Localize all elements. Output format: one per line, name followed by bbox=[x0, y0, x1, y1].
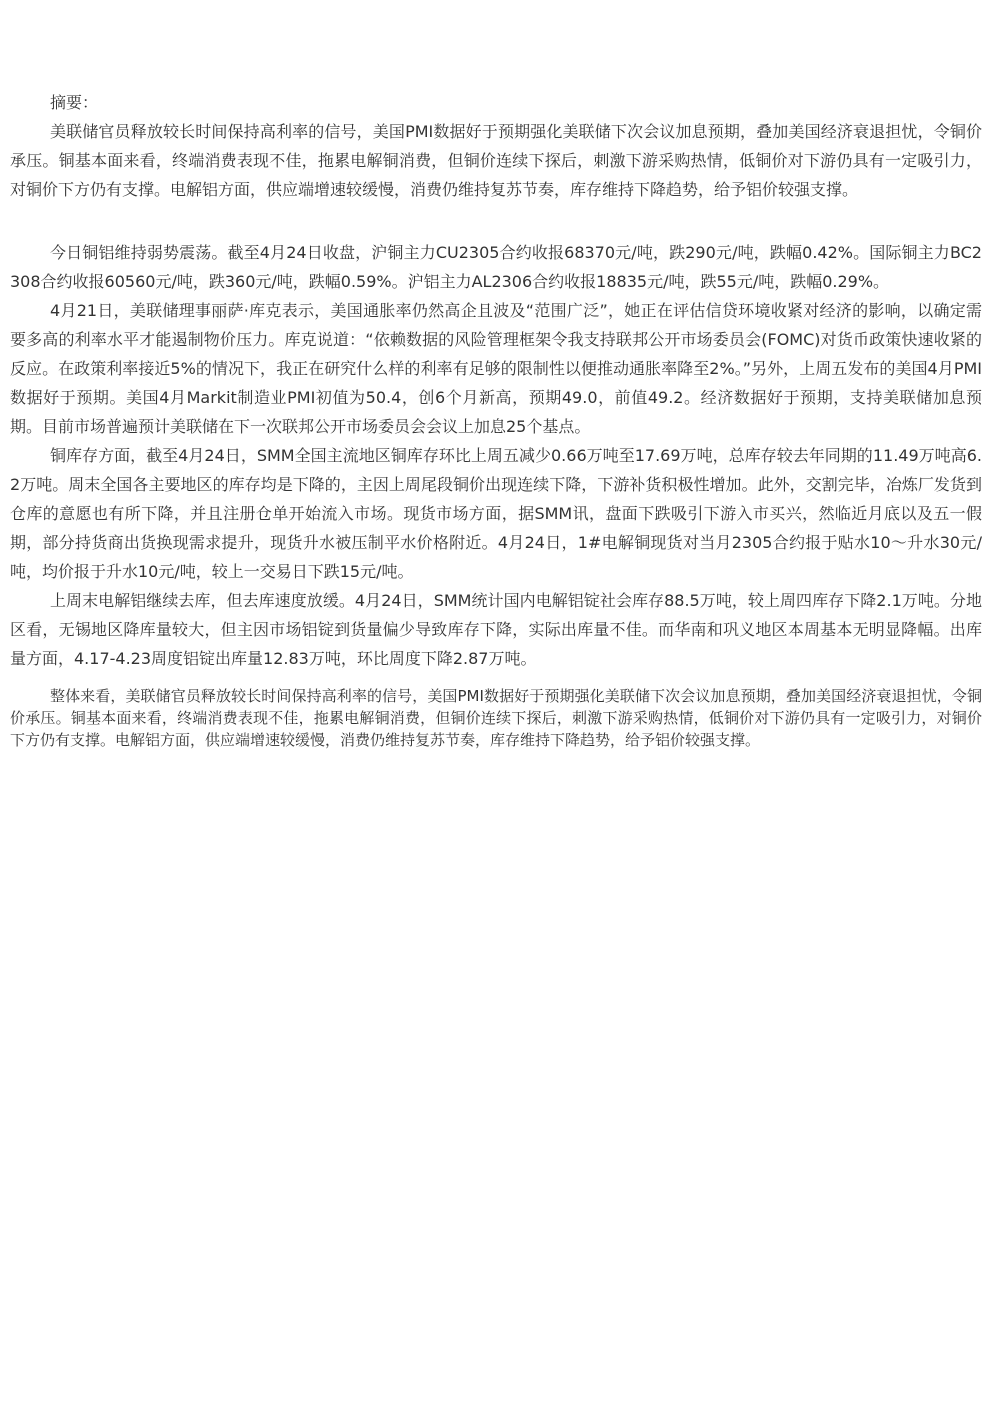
conclusion-paragraph: 整体来看，美联储官员释放较长时间保持高利率的信号，美国PMI数据好于预期强化美联储下次会议加息预期，叠加美国经济衰退担忧，令铜价承压。铜基本面来看，终端消费表现不佳，拖累电解铜消费，但铜价连续下探后，刺激下游采购热情，低铜价对下游仍具有一定吸引力，对铜价下方仍有支撑。电解铝方面，供应端增速较缓慢，消费仍维持复苏节奏，库存维持下降趋势，给予铝价较强支撑。 bbox=[10, 687, 982, 749]
document-page bbox=[10, 88, 982, 751]
market-close-paragraph: 今日铜铝维持弱势震荡。截至4月24日收盘，沪铜主力CU2305合约收报68370元/吨，跌290元/吨，跌幅0.42%。国际铜主力BC2308合约收报60560元/吨，跌360元/吨，跌幅0.59%。沪铝主力AL2306合约收报18835元/吨，跌55元/吨，跌幅0.29%。 bbox=[10, 243, 982, 291]
copper-inventory-paragraph: 铜库存方面，截至4月24日，SMM全国主流地区铜库存环比上周五减少0.66万吨至17.69万吨，总库存较去年同期的11.49万吨高6.2万吨。周末全国各主要地区的库存均是下降的，主因上周尾段铜价出现连续下降，下游补货积极性增加。此外，交割完毕，冶炼厂发货到仓库的意愿也有所下降，并且注册仓单开始流入市场。现货市场方面，据SMM讯，盘面下跌吸引下游入市买兴，然临近月底以及五一假期，部分持货商出货换现需求提升，现货升水被压制平水价格附近。4月24日，1#电解铜现货对当月2305合约报于贴水10～升水30元/吨，均价报于升水10元/吨，较上一交易日下跌15元/吨。 bbox=[10, 446, 982, 581]
section-spacer bbox=[10, 204, 982, 238]
aluminum-inventory-paragraph: 上周末电解铝继续去库，但去库速度放缓。4月24日，SMM统计国内电解铝锭社会库存88.5万吨，较上周四库存下降2.1万吨。分地区看，无锡地区降库量较大，但主因市场铝锭到货量偏少导致库存下降，实际出库量不佳。而华南和巩义地区本周基本无明显降幅。出库量方面，4.17-4.23周度铝锭出库量12.83万吨，环比周度下降2.87万吨。 bbox=[10, 591, 982, 668]
summary-paragraph: 美联储官员释放较长时间保持高利率的信号，美国PMI数据好于预期强化美联储下次会议加息预期，叠加美国经济衰退担忧，令铜价承压。铜基本面来看，终端消费表现不佳，拖累电解铜消费，但铜价连续下探后，刺激下游采购热情，低铜价对下游仍具有一定吸引力，对铜价下方仍有支撑。电解铝方面，供应端增速较缓慢，消费仍维持复苏节奏，库存维持下降趋势，给予铝价较强支撑。 bbox=[10, 122, 982, 199]
summary-label: 摘要： bbox=[50, 93, 99, 112]
fed-news-paragraph: 4月21日，美联储理事丽萨·库克表示，美国通胀率仍然高企且波及“范围广泛”，她正在评估信贷环境收紧对经济的影响，以确定需要多高的利率水平才能遏制物价压力。库克说道：“依赖数据的风险管理框架令我支持联邦公开市场委员会(FOMC)对货币政策快速收紧的反应。在政策利率接近5%的情况下，我正在研究什么样的利率有足够的限制性以便推动通胀率降至2%。”另外，上周五发布的美国4月PMI数据好于预期。美国4月Markit制造业PMI初值为50.4，创6个月新高，预期49.0，前值49.2。经济数据好于预期，支持美联储加息预期。目前市场普遍预计美联储在下一次联邦公开市场委员会会议上加息25个基点。 bbox=[10, 301, 982, 436]
section-spacer bbox=[10, 673, 982, 685]
